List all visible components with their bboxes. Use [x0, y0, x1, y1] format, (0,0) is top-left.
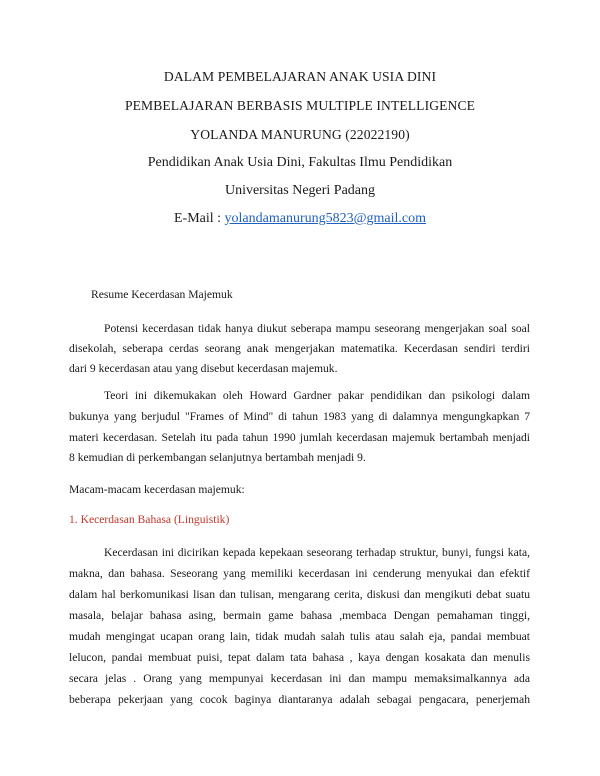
title-line-1: DALAM PEMBELAJARAN ANAK USIA DINI — [163, 69, 437, 84]
paragraph-3-line-6: lelucon, pandai membuat puisi, tepat dalam tata bahasa , kaya dengan kosakata dan menulis — [69, 651, 530, 664]
paragraph-3-line-5: mudah mengingat ucapan orang lain, tidak mudah salah tulis atau salah eja, pandai membuat — [69, 630, 530, 643]
author-name: YOLANDA MANURUNG (22022190) — [190, 127, 410, 142]
paragraph-3-line-4: masala, belajar bahasa asing, bermain game bahasa ,membaca Dengan pemahaman tinggi, — [69, 609, 530, 622]
author-affiliation: Pendidikan Anak Usia Dini, Fakultas Ilmu Pendidikan — [147, 155, 453, 170]
paragraph-2-line-3: materi kecerdasan. Setelah itu pada tahun 1990 jumlah kecerdasan majemuk bertambah menjadi — [69, 431, 530, 444]
paragraph-2-line-4: 8 kemudian di perkembangan selanjutnya bertambah menjadi 9. — [69, 451, 366, 464]
author-university: Universitas Negeri Padang — [224, 183, 376, 198]
paragraph-2-line-2: bukunya yang berjudul "Frames of Mind" di tahun 1983 yang di dalamnya mengungkapkan 7 — [69, 410, 530, 423]
paragraph-2-line-1: Teori ini dikemukakan oleh Howard Gardner pakar pendidikan dan psikologi dalam — [104, 389, 530, 402]
list-intro: Macam-macam kecerdasan majemuk: — [69, 483, 245, 496]
paragraph-3-line-8: beberapa pekerjaan yang cocok baginya diantaranya adalah sebagai pengacara, penerjemah — [69, 693, 530, 706]
section-1-heading: 1. Kecerdasan Bahasa (Linguistik) — [69, 513, 230, 526]
resume-title: Resume Kecerdasan Majemuk — [91, 288, 233, 301]
email-label: E-Mail : — [173, 211, 225, 226]
paragraph-1-line-2: disekolah, seberapa cerdas seorang anak mengerjakan matematika. Kecerdasan sendiri terdiri — [69, 342, 530, 355]
paragraph-1-line-3: dari 9 kecerdasan atau yang disebut kecerdasan majemuk. — [69, 362, 338, 375]
paragraph-1-line-1: Potensi kecerdasan tidak hanya diukut seberapa mampu seseorang mengerjakan soal soal — [104, 322, 530, 335]
title-line-2: PEMBELAJARAN BERBASIS MULTIPLE INTELLIGENCE — [124, 98, 476, 113]
paragraph-3-line-1: Kecerdasan ini dicirikan kepada kepekaan seseorang terhadap struktur, bunyi, fungsi kata, — [104, 546, 530, 559]
paragraph-3-line-7: secara jelas . Orang yang mempunyai kecerdasan ini dan mampu memaksimalkannya ada — [69, 672, 530, 685]
email-link[interactable]: yolandamanurung5823@gmail.com — [224, 211, 426, 226]
paragraph-3-line-3: dalam hal berkomunikasi lisan dan tulisan, mengarang cerita, diskusi dan mengikuti debat suatu — [69, 588, 530, 601]
paragraph-3-line-2: makna, dan bahasa. Seseorang yang memiliki kecerdasan ini cenderung menyukai dan efektif — [69, 567, 530, 580]
author-email-line — [0, 211, 600, 227]
